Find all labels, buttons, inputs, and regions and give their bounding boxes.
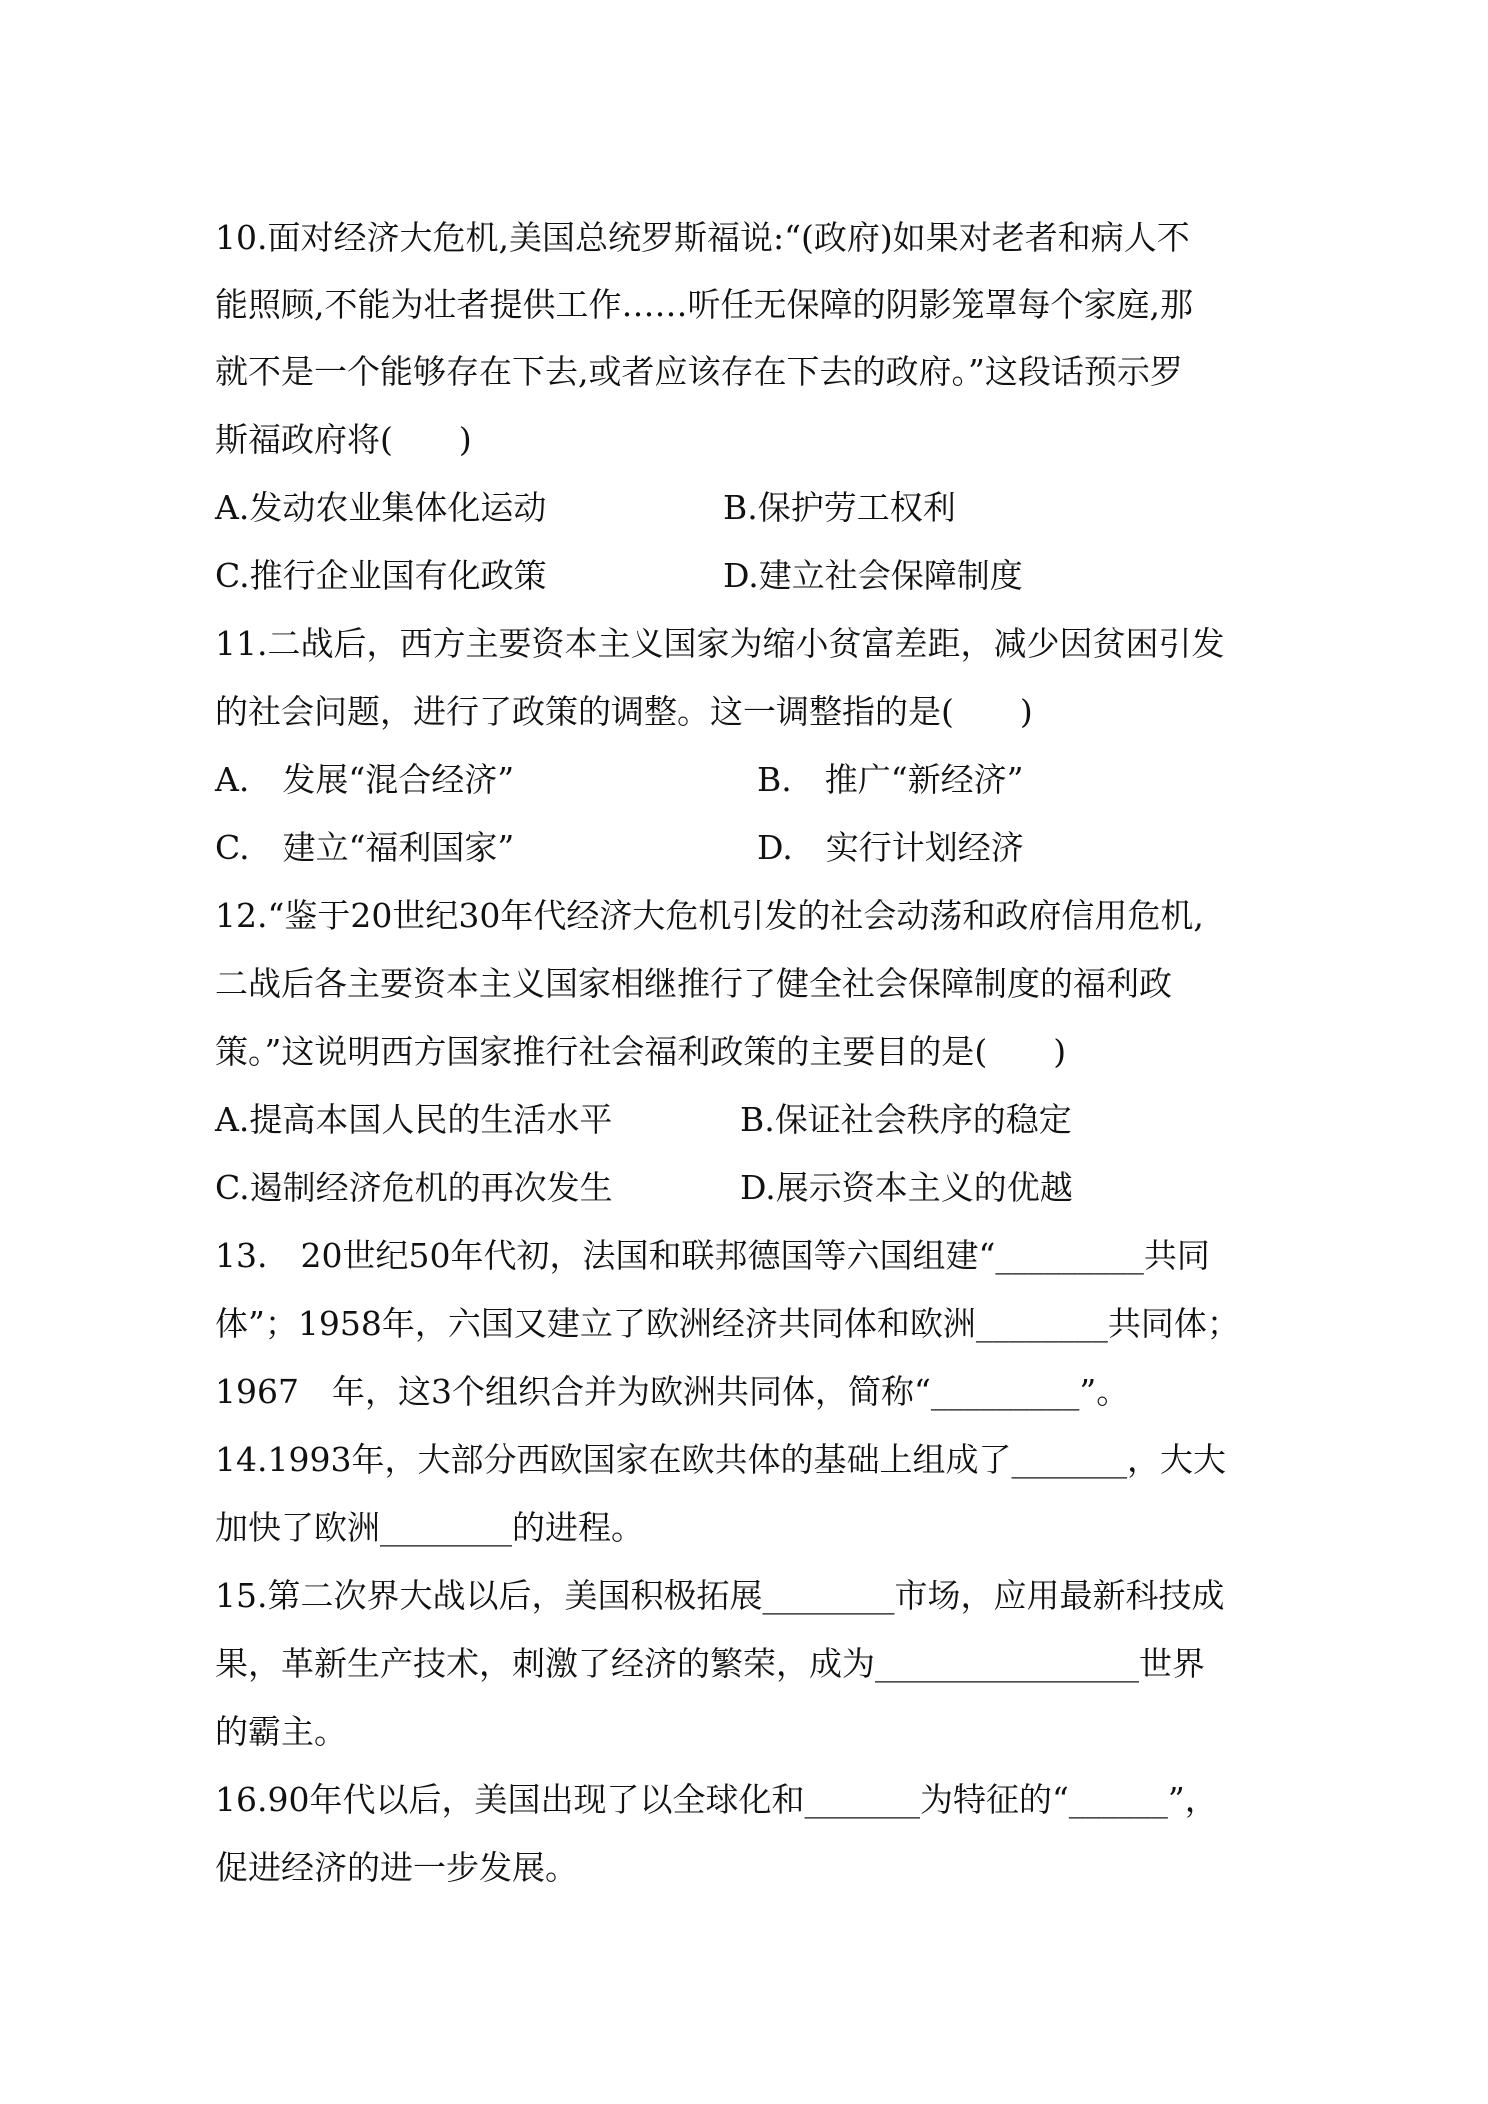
- q11-option-a: A. 发展“混合经济”: [215, 760, 515, 799]
- q13-line-3: 1967 年，这3个组织合并为欧洲共同体，简称“_________”。: [215, 1372, 1130, 1411]
- q10-line-3: 就不是一个能够存在下去,或者应该存在下去的政府。”这段话预示罗: [215, 352, 1183, 391]
- q13-line-1: 13. 20世纪50年代初，法国和联邦德国等六国组建“_________共同: [215, 1236, 1210, 1275]
- q15-line-2: 果，革新生产技术，刺激了经济的繁荣，成为________________世界: [215, 1644, 1205, 1683]
- q10-option-b: B.保护劳工权利: [723, 488, 956, 527]
- q14-line-1: 14.1993年，大部分西欧国家在欧共体的基础上组成了_______，大大: [215, 1440, 1226, 1479]
- q16-line-1: 16.90年代以后，美国出现了以全球化和_______为特征的“______”，: [215, 1780, 1218, 1819]
- q11-option-d: D. 实行计划经济: [757, 828, 1024, 867]
- q12-option-d: D.展示资本主义的优越: [740, 1168, 1073, 1207]
- q14-line-2: 加快了欧洲________的进程。: [215, 1508, 644, 1547]
- q10-option-d: D.建立社会保障制度: [723, 556, 1023, 595]
- q15-line-1: 15.第二次界大战以后，美国积极拓展________市场，应用最新科技成: [215, 1576, 1225, 1615]
- q11-line-1: 11.二战后，西方主要资本主义国家为缩小贫富差距，减少因贫困引发: [215, 624, 1225, 663]
- q11-option-b: B. 推广“新经济”: [757, 760, 1024, 799]
- q12-option-a: A.提高本国人民的生活水平: [215, 1100, 613, 1139]
- q12-line-3: 策。”这说明西方国家推行社会福利政策的主要目的是( ): [215, 1032, 1067, 1071]
- q12-line-2: 二战后各主要资本主义国家相继推行了健全社会保障制度的福利政: [215, 964, 1172, 1003]
- q16-line-2: 促进经济的进一步发展。: [215, 1848, 578, 1887]
- q11-option-c: C. 建立“福利国家”: [215, 828, 515, 867]
- q11-line-2: 的社会问题，进行了政策的调整。这一调整指的是( ): [215, 692, 1033, 731]
- q13-line-2: 体”；1958年，六国又建立了欧洲经济共同体和欧洲________共同体；: [215, 1304, 1240, 1343]
- q12-line-1: 12.“鉴于20世纪30年代经济大危机引发的社会动荡和政府信用危机,: [215, 896, 1204, 935]
- q10-option-a: A.发动农业集体化运动: [215, 488, 547, 527]
- q12-option-c: C.遏制经济危机的再次发生: [215, 1168, 613, 1207]
- q10-line-2: 能照顾,不能为壮者提供工作……听任无保障的阴影笼罩每个家庭,那: [215, 285, 1193, 324]
- q10-line-4: 斯福政府将( ): [215, 420, 472, 459]
- q10-line-1: 10.面对经济大危机,美国总统罗斯福说:“(政府)如果对老者和病人不: [215, 218, 1190, 257]
- q15-line-3: 的霸主。: [215, 1712, 347, 1751]
- q10-option-c: C.推行企业国有化政策: [215, 556, 547, 595]
- q12-option-b: B.保证社会秩序的稳定: [740, 1100, 1072, 1139]
